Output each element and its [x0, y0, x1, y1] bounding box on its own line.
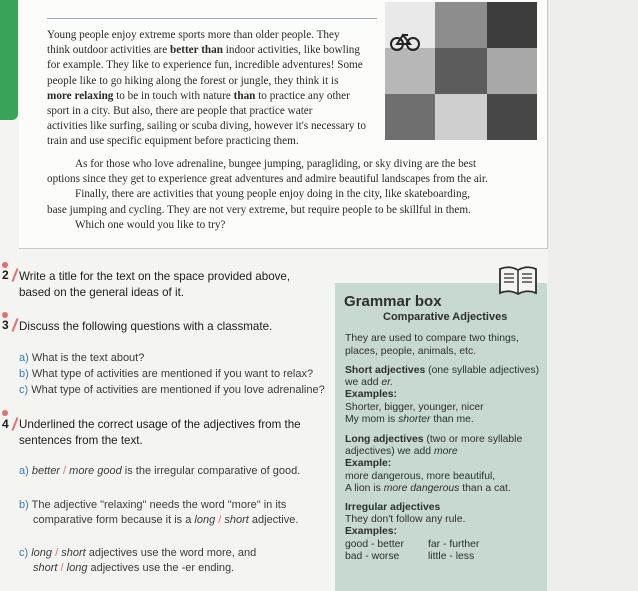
exercise-4-line-2: sentences from the text.: [19, 434, 143, 447]
irregular-example-little: little - less: [428, 551, 475, 562]
sentence-emphasis: shorter: [398, 414, 431, 425]
option-letter: a): [19, 465, 29, 477]
sentence-text: My mom is: [345, 414, 399, 425]
number-slash: [11, 318, 18, 332]
option-letter: c): [19, 384, 29, 396]
text-line: think outdoor activities are better than indoor activities, like bowling: [47, 44, 360, 57]
choice-short[interactable]: short: [33, 562, 58, 574]
exercise-4-line-1: Underlined the correct usage of the adjectives from the: [19, 418, 301, 431]
bicycle-icon: [390, 30, 420, 52]
text-line: people like to go hiking along the forest or jungle, they think it is: [47, 74, 339, 87]
grammar-intro-1: They are used to compare two things,: [345, 333, 519, 344]
choice-more-good[interactable]: more good: [69, 465, 122, 477]
choice-long[interactable]: long: [66, 562, 88, 574]
sentence-text: than me.: [430, 414, 474, 425]
text-line: Young people enjoy extreme sports more than older people. They: [47, 29, 340, 41]
option-text: The adjective "relaxing" needs the word "more" in its: [31, 499, 287, 511]
option-text: adjective.: [248, 514, 299, 526]
exercise-3-option-b: [19, 367, 313, 381]
short-adjectives-rule: [345, 377, 393, 389]
option-text: What is the text about?: [31, 352, 145, 364]
irregular-example-bad: bad - worse: [345, 551, 400, 562]
exercise-4-option-b-line-2: [33, 513, 298, 527]
exercise-4-option-a: [19, 464, 300, 478]
option-text: comparative form because it is a: [33, 514, 195, 526]
sentence-emphasis: more dangerous: [383, 483, 460, 494]
choice-short[interactable]: short: [61, 547, 86, 559]
exercise-4-option-b: [19, 498, 286, 512]
rule-suffix: er.: [381, 377, 394, 388]
title-blank-line: [47, 18, 377, 19]
choice-short[interactable]: short: [224, 514, 249, 526]
long-adjectives-heading: Long adjectives: [345, 434, 424, 445]
rule-word: more: [433, 446, 458, 457]
option-text: What type of activities are mentioned if you love adrenaline?: [31, 384, 325, 396]
exercise-number: 4: [2, 417, 9, 431]
extreme-sports-photo-collage: [385, 2, 537, 140]
irregular-examples-label: Examples:: [345, 526, 397, 537]
irregular-adjectives-heading: Irregular adjectives: [345, 502, 441, 513]
long-adjectives-line: [345, 434, 522, 446]
option-letter: a): [19, 352, 29, 364]
option-text: adjectives use the word more, and: [85, 547, 257, 559]
text-line: train and use specific equipment before practicing them.: [47, 135, 299, 148]
grammar-intro-2: places, people, animals, etc.: [345, 346, 477, 357]
exercise-2-line-1: Write a title for the text on the space provided above,: [19, 270, 291, 283]
text-line: for example. They like to experience fun, incredible adventures! Some: [47, 59, 363, 72]
exercise-3-option-a: [19, 351, 144, 365]
option-letter: c): [19, 547, 29, 559]
short-adjectives-sentence: [345, 414, 474, 426]
rule-text: adjectives) we add: [345, 446, 434, 457]
reading-paragraph-2: [47, 157, 537, 233]
irregular-adjectives-desc: They don't follow any rule.: [345, 514, 466, 525]
text-line: options since they get to experience great adventures and admire beautiful landscapes from the air.: [47, 173, 488, 186]
exercise-4-option-c-line-2: [33, 561, 234, 575]
long-adjectives-examples: more dangerous, more beautiful,: [345, 471, 496, 482]
option-text: adjectives use the -er ending.: [87, 562, 235, 574]
text-line: sport in a city. But also, there are people that practice water: [47, 105, 313, 118]
choice-separator: /: [215, 514, 225, 526]
number-slash: [11, 417, 18, 431]
short-adjectives-desc: (one syllable adjectives): [425, 365, 540, 376]
text-line: activities like surfing, sailing or scuba diving, however it's necessary to: [47, 120, 366, 133]
short-adjectives-heading: Short adjectives: [345, 365, 426, 376]
option-text: What type of activities are mentioned if you want to relax?: [31, 368, 314, 380]
text-line: As for those who love adrenaline, bungee jumping, paragliding, or sky diving are the best: [75, 158, 477, 170]
choice-better[interactable]: better: [31, 465, 60, 477]
sentence-text: A lion is: [345, 483, 384, 494]
choice-separator: /: [57, 562, 67, 574]
choice-separator: /: [52, 547, 62, 559]
example-label: Example:: [345, 458, 392, 469]
book-icon: [498, 263, 538, 297]
exercise-number: 3: [2, 318, 9, 332]
exercise-3-title: Discuss the following questions with a classmate.: [19, 320, 273, 333]
section-tab: [0, 0, 18, 120]
page-margin: [548, 0, 638, 591]
long-adjectives-sentence: [345, 483, 511, 495]
number-slash: [11, 268, 18, 282]
option-text: is the irregular comparative of good.: [121, 465, 301, 477]
long-adjectives-rule: [345, 446, 458, 458]
choice-long[interactable]: long: [31, 547, 53, 559]
short-adjectives-examples: Shorter, bigger, younger, nicer: [345, 402, 484, 413]
choice-separator: /: [59, 465, 70, 477]
exercise-number: 2: [2, 268, 9, 282]
sentence-text: than a cat.: [459, 483, 511, 494]
choice-long[interactable]: long: [194, 514, 216, 526]
irregular-example-good: good - better: [345, 539, 404, 550]
text-line: Which one would you like to try?: [75, 218, 226, 231]
exercise-2-line-2: based on the general ideas of it.: [19, 286, 185, 299]
grammar-box-subtitle: Comparative Adjectives: [383, 311, 508, 323]
exercise-4-option-c: [19, 546, 256, 560]
bullet-dot: [2, 410, 8, 416]
text-line: Finally, there are activities that young people enjoy doing in the city, like skateboarding,: [75, 188, 470, 201]
text-line: more relaxing to be in touch with nature than to practice any other: [47, 89, 350, 102]
reading-paragraph-1: [47, 28, 382, 150]
rule-text: we add: [345, 377, 382, 388]
option-letter: b): [19, 499, 29, 511]
exercise-3-option-c: [19, 383, 325, 397]
examples-label: Examples:: [345, 389, 397, 400]
option-letter: b): [19, 368, 29, 380]
long-adjectives-desc: (two or more syllable: [423, 434, 523, 445]
text-line: base jumping and cycling. They are not very extreme, but require people to be skillful in them.: [47, 203, 471, 216]
irregular-example-far: far - further: [428, 539, 480, 550]
grammar-box-title: Grammar box: [344, 293, 442, 310]
short-adjectives-line: [345, 365, 539, 377]
